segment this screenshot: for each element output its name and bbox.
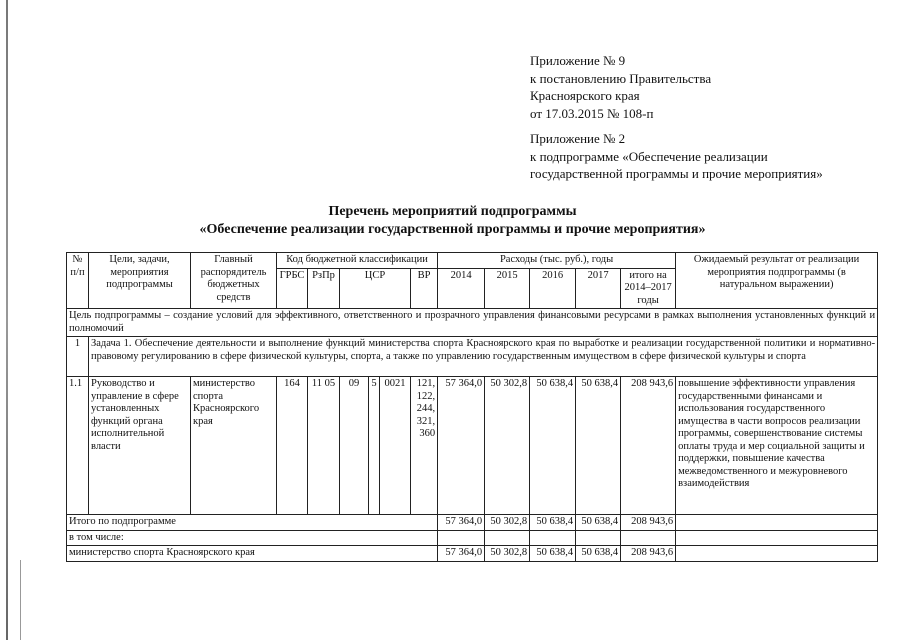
header-budget-code: Код бюджетной классификации xyxy=(277,253,438,269)
item-2016: 50 638,4 xyxy=(530,377,576,515)
ministry-2014: 57 364,0 xyxy=(438,546,485,562)
item-2017: 50 638,4 xyxy=(576,377,621,515)
item-csr-3: 0021 xyxy=(380,377,411,515)
header-rzpr: РзПр xyxy=(308,268,340,309)
header-row-1 xyxy=(67,253,878,269)
including-empty xyxy=(438,530,485,546)
document-title: Перечень мероприятий подпрограммы xyxy=(328,204,577,219)
item-rzpr: 11 05 xyxy=(308,377,340,515)
item-vr: 121, 122, 244, 321, 360 xyxy=(411,377,438,515)
summary-total: 208 943,6 xyxy=(621,515,676,531)
measures-table xyxy=(66,252,878,562)
summary-2014: 57 364,0 xyxy=(438,515,485,531)
appendix-line: от 17.03.2015 № 108-п xyxy=(530,105,654,121)
appendix-2-block xyxy=(530,130,823,183)
including-label: в том числе: xyxy=(67,530,438,546)
ministry-result-empty xyxy=(676,546,878,562)
header-manager: Главный распорядитель бюджетных средств xyxy=(191,253,277,309)
ministry-row xyxy=(67,546,878,562)
appendix-9-block xyxy=(530,52,711,122)
header-csr: ЦСР xyxy=(340,268,411,309)
appendix-line: Приложение № 9 xyxy=(530,53,626,68)
header-total: итого на 2014–2017 годы xyxy=(621,268,676,309)
appendix-line: к постановлению Правительства xyxy=(530,70,712,86)
header-num: № п/п xyxy=(67,253,89,309)
ministry-total: 208 943,6 xyxy=(621,546,676,562)
task-row xyxy=(67,337,878,377)
summary-2016: 50 638,4 xyxy=(530,515,576,531)
header-vr: ВР xyxy=(411,268,438,309)
header-2016: 2016 xyxy=(530,268,576,309)
task-text: Задача 1. Обеспечение деятельности и выполнение функций министерства спорта Красноярского края по выработке и реализации государственной политики и нормативно-правовому регулированию в сфере физической культуры, спорта, а также по управлению государственным имуществом в сфере физической культуры и спорта xyxy=(89,337,878,377)
summary-result-empty xyxy=(676,515,878,531)
item-manager: министерство спорта Красноярского края xyxy=(191,377,277,515)
ministry-2015: 50 302,8 xyxy=(485,546,530,562)
including-empty xyxy=(676,530,878,546)
item-2014: 57 364,0 xyxy=(438,377,485,515)
item-2015: 50 302,8 xyxy=(485,377,530,515)
header-2014: 2014 xyxy=(438,268,485,309)
item-total: 208 943,6 xyxy=(621,377,676,515)
item-grbs: 164 xyxy=(277,377,308,515)
ministry-label: министерство спорта Красноярского края xyxy=(67,546,438,562)
appendix-line: Красноярского края xyxy=(530,88,640,103)
including-empty xyxy=(530,530,576,546)
header-result: Ожидаемый результат от реализации мероприятия подпрограммы (в натуральном выражении) xyxy=(676,253,878,309)
including-empty xyxy=(621,530,676,546)
including-row xyxy=(67,530,878,546)
header-2015: 2015 xyxy=(485,268,530,309)
goal-row xyxy=(67,309,878,337)
summary-2017: 50 638,4 xyxy=(576,515,621,531)
appendix-line: государственной программы и прочие мероприятия» xyxy=(530,166,823,181)
summary-label: Итого по подпрограмме xyxy=(67,515,438,531)
summary-row xyxy=(67,515,878,531)
item-csr-1: 09 xyxy=(340,377,369,515)
header-2017: 2017 xyxy=(576,268,621,309)
header-expenses: Расходы (тыс. руб.), годы xyxy=(438,253,676,269)
task-num: 1 xyxy=(67,337,89,377)
document-subtitle: «Обеспечение реализации государственной программы и прочие мероприятия» xyxy=(199,222,706,237)
header-grbs: ГРБС xyxy=(277,268,308,309)
including-empty xyxy=(576,530,621,546)
appendix-line: к подпрограмме «Обеспечение реализации xyxy=(530,148,768,164)
including-empty xyxy=(485,530,530,546)
appendix-line: Приложение № 2 xyxy=(530,131,626,146)
ministry-2016: 50 638,4 xyxy=(530,546,576,562)
scan-edge-line xyxy=(6,0,8,640)
item-row xyxy=(67,377,878,515)
item-result: повышение эффективности управления государственными финансами и использования государственного имущества в части вопросов реализации программы, совершенствование системы оплаты труда и мер социальной защиты и поддержки, повышение качества межведомственного и межуровневого взаимодействия xyxy=(676,377,878,515)
item-name: Руководство и управление в сфере установленных функций органа исполнительной власти xyxy=(89,377,191,515)
header-goals: Цели, задачи, мероприятия подпрограммы xyxy=(89,253,191,309)
item-csr-2: 5 xyxy=(369,377,380,515)
scan-edge-mark xyxy=(20,560,21,640)
ministry-2017: 50 638,4 xyxy=(576,546,621,562)
summary-2015: 50 302,8 xyxy=(485,515,530,531)
goal-text: Цель подпрограммы – создание условий для эффективного, ответственного и прозрачного управления финансовыми ресурсами в рамках выполнения установленных функций и полномочий xyxy=(67,309,878,337)
item-num: 1.1 xyxy=(67,377,89,515)
